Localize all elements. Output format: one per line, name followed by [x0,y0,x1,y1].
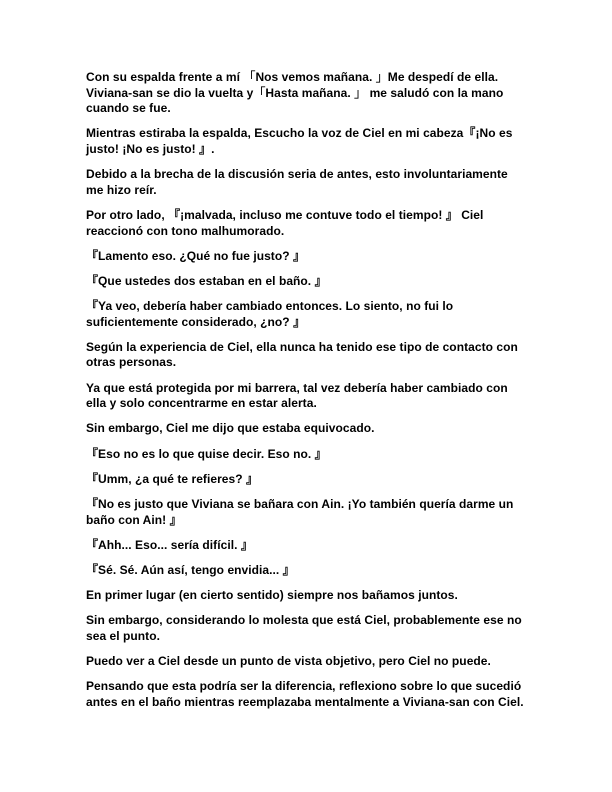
paragraph: Mientras estiraba la espalda, Escucho la voz de Ciel en mi cabeza『¡No es justo! ¡No es justo! 』. [86,126,513,156]
paragraph: Ya que está protegida por mi barrera, tal vez debería haber cambiado con ella y solo concentrarme en estar alerta. [86,380,508,411]
paragraph: Puedo ver a Ciel desde un punto de vista objetivo, pero Ciel no puede. [86,654,491,669]
dialogue-line: 『Sé. Sé. Aún así, tengo envidia... 』 [86,562,295,577]
paragraph: Con su espalda frente a mí 「Nos vemos mañana. 」Me despedí de ella. Viviana-san se dio la vuelta y「Hasta mañana. 」 me saludó con la mano cuando se fue. [86,70,504,116]
dialogue-line: 『Lamento eso. ¿Qué no fue justo? 』 [86,248,306,263]
paragraph: Según la experiencia de Ciel, ella nunca ha tenido ese tipo de contacto con otras personas. [86,339,518,370]
dialogue-line: 『Que ustedes dos estaban en el baño. 』 [86,273,327,288]
dialogue-line: 『Eso no es lo que quise decir. Eso no. 』 [86,446,327,461]
dialogue-line: 『Ahh... Eso... sería difícil. 』 [86,537,253,552]
paragraph: Sin embargo, considerando lo molesta que está Ciel, probablemente ese no sea el punto. [86,613,522,643]
dialogue-line: 『No es justo que Viviana se bañara con Ain. ¡Yo también quería darme un baño con Ain! 』 [86,497,514,527]
paragraph: Sin embargo, Ciel me dijo que estaba equivocado. [86,421,375,436]
dialogue-line: 『Ya veo, debería haber cambiado entonces. Lo siento, no fui lo suficientemente considerado, ¿no? 』 [86,299,454,329]
paragraph: Por otro lado, 『¡malvada, incluso me contuve todo el tiempo! 』 Ciel reaccionó con tono malhumorado. [86,207,484,238]
paragraph: Debido a la brecha de la discusión seria de antes, esto involuntariamente me hizo reír. [86,167,508,197]
paragraph: En primer lugar (en cierto sentido) siempre nos bañamos juntos. [86,588,458,603]
paragraph: Pensando que esta podría ser la diferencia, reflexiono sobre lo que sucedió antes en el baño mientras reemplazaba mentalmente a Viviana-san con Ciel. [86,679,524,709]
dialogue-line: 『Umm, ¿a qué te refieres? 』 [86,471,259,486]
